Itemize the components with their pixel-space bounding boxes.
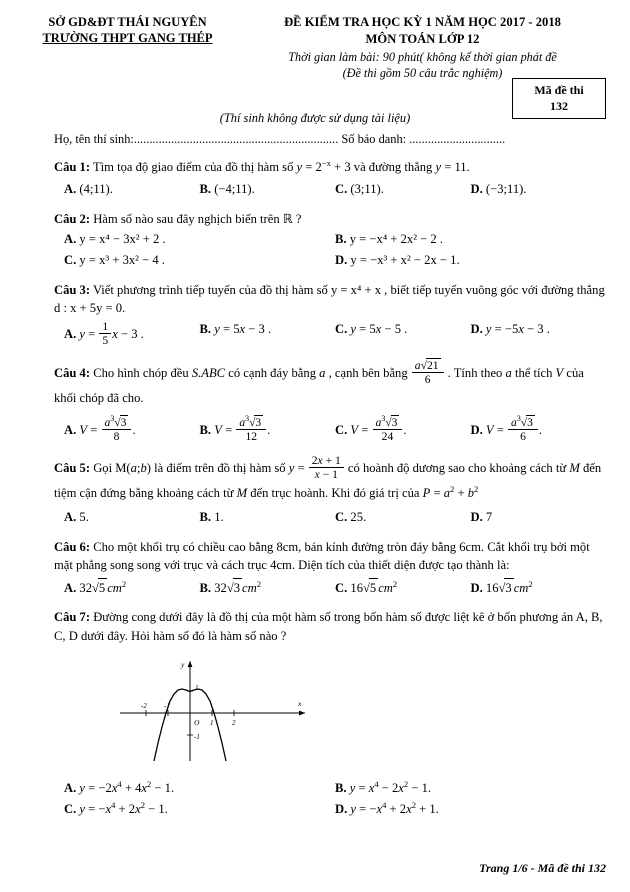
question-7 — [54, 608, 606, 645]
question-7-options — [54, 779, 606, 819]
svg-text:x: x — [298, 698, 302, 708]
question-5-label: Câu 5: — [54, 460, 91, 475]
option-c-label: C. — [335, 510, 348, 525]
option-c-label: C. — [335, 580, 348, 595]
department-name: SỞ GD&ĐT THÁI NGUYÊN — [48, 15, 207, 29]
question-3 — [54, 281, 606, 318]
option-a[interactable]: A. $y = -2x^4 + 4x^2 - 1$. — [64, 778, 175, 795]
question-1-text-post: . — [466, 160, 470, 175]
option-b-label: B. — [335, 780, 347, 795]
option-c-text: (3;11). — [350, 181, 384, 196]
option-d-label: D. — [470, 580, 483, 595]
question-1: Câu 1: Tìm tọa độ giao điểm của đồ thị hàm số $y = 2^{-x} + 3$ và đường thẳng y = 11. — [54, 158, 470, 175]
option-d-label: D. — [470, 322, 483, 337]
question-6-text: Cho một khối trụ có chiều cao bằng 8cm, bán kính đường tròn đáy bằng 6cm. Cắt khối trụ bởi một mặt phẳng song song với trục và cách trục 4cm. Diện tích của thiết diện được tạo thành là: — [54, 540, 590, 573]
option-d-label: D. — [470, 422, 483, 437]
option-c[interactable] — [335, 508, 471, 527]
quartic-curve-graph — [110, 651, 340, 769]
svg-text:-2: -2 — [141, 701, 147, 710]
question-4-options — [54, 415, 606, 443]
question-2-options — [54, 230, 606, 270]
option-b-label: B. — [199, 181, 212, 196]
question-1-options — [54, 180, 606, 199]
option-d[interactable] — [335, 251, 606, 270]
svg-text:O: O — [194, 717, 200, 727]
option-a[interactable]: A. y = $\frac{1}{5}$ x − 3 . — [64, 320, 144, 348]
option-c-label: C. — [335, 181, 348, 196]
option-a-text: y = x⁴ − 3x² + 2 . — [79, 231, 166, 246]
option-b-text: y = −x⁴ + 2x² − 2 . — [349, 231, 443, 246]
option-a-label: A. — [64, 231, 77, 246]
question-4-label: Câu 4: — [54, 366, 91, 381]
option-b-label: B. — [199, 322, 212, 337]
exam-duration: Thời gian làm bài: 90 phút( không kể thời gian phát đề — [288, 50, 557, 65]
option-d[interactable]: D. $y = -x^4 + 2x^2 + 1$. — [335, 799, 439, 816]
exam-title: ĐỀ KIỂM TRA HỌC KỲ 1 NĂM HỌC 2017 - 2018 — [284, 15, 561, 29]
exam-code-value: 132 — [550, 99, 568, 114]
option-c-label: C. — [335, 422, 348, 437]
option-d-label: D. — [335, 801, 348, 816]
svg-text:-1: -1 — [164, 701, 170, 710]
option-a[interactable]: A. 32√5 $cm^2$ — [64, 578, 200, 598]
option-a-label: A. — [64, 422, 77, 437]
question-6-options — [54, 578, 606, 598]
question-6 — [54, 538, 606, 575]
option-d-label: D. — [470, 181, 483, 196]
option-a[interactable] — [64, 180, 200, 199]
option-d[interactable]: D. 16√3 $cm^2$ — [471, 578, 607, 598]
option-a-text: 5. — [79, 510, 89, 525]
question-1-label: Câu 1: — [54, 160, 91, 175]
question-7-graph — [110, 651, 606, 773]
option-a[interactable] — [64, 230, 335, 249]
option-b[interactable]: B. 32√3 $cm^2$ — [200, 578, 336, 598]
option-d-text: 7 — [485, 510, 493, 525]
option-a-label: A. — [64, 510, 77, 525]
option-c[interactable]: C. V = $\frac{a^3√3}{24}$ . — [335, 413, 407, 443]
option-b-label: B. — [335, 231, 347, 246]
option-b-label: B. — [199, 510, 212, 525]
question-2 — [54, 210, 606, 228]
exam-question-count: (Đề thi gồm 50 câu trắc nghiệm) — [342, 66, 503, 81]
option-d[interactable]: D. y = −5x − 3 . — [470, 322, 550, 337]
svg-text:1: 1 — [195, 683, 199, 692]
option-c-label: C. — [64, 801, 77, 816]
svg-text:2: 2 — [232, 718, 236, 727]
option-c-label: C. — [335, 322, 348, 337]
option-a-label: A. — [64, 780, 77, 795]
question-6-label: Câu 6: — [54, 540, 91, 554]
option-b-text: (−4;11). — [214, 181, 255, 196]
school-name: TRƯỜNG THPT GANG THÉP — [42, 31, 213, 46]
option-b[interactable]: B. y = 5x − 3 . — [199, 322, 272, 337]
question-2-label: Câu 2: — [54, 211, 91, 226]
school-block — [20, 14, 235, 81]
svg-text:y: y — [181, 659, 185, 669]
page-footer: Trang 1/6 - Mã đề thi 132 — [479, 861, 606, 875]
question-4: Câu 4: Cho hình chóp đều S.ABC có cạnh đáy bằng a , cạnh bên bằng $\frac{a√21}{6}$ . Tính theo a thể tích V của khối chóp đã cho. — [54, 359, 584, 406]
question-3-options — [54, 320, 606, 347]
option-b[interactable] — [200, 508, 336, 527]
option-c-text: y = x³ + 3x² − 4 . — [79, 252, 165, 267]
question-5: Câu 5: Gọi M(a;b) là điểm trên đồ thị hàm số y = $\frac{2x + 1}{x - 1}$ có hoành độ dương sao cho khoảng cách từ M đến tiệm cận đứng bằng khoảng cách từ M đến trục hoành. Khi đó giá trị của $P = a^2 + b^2$ — [54, 453, 602, 500]
svg-text:1: 1 — [210, 718, 214, 727]
option-d-label: D. — [470, 510, 483, 525]
no-documents-notice: (Thí sinh không được sử dụng tài liệu) — [219, 111, 411, 126]
question-1-text-pre: Tìm tọa độ giao điểm của đồ thị hàm số — [92, 160, 297, 175]
option-c[interactable] — [64, 251, 335, 270]
option-a-label: A. — [64, 181, 77, 196]
option-a-label: A. — [64, 327, 77, 342]
option-b-text: 1. — [214, 510, 224, 525]
question-7-label: Câu 7: — [54, 610, 91, 625]
option-c[interactable]: C. $y = -x^4 + 2x^2 - 1$. — [64, 799, 168, 816]
option-b[interactable]: B. V = $\frac{a^3√3}{12}$ . — [199, 413, 271, 443]
page-header — [0, 0, 630, 81]
exam-code-label: Mã đề thi — [534, 83, 584, 97]
option-d[interactable] — [471, 180, 607, 199]
option-a[interactable]: A. V = $\frac{a^3√3}{8}$ . — [64, 413, 136, 443]
option-a[interactable] — [64, 508, 200, 527]
option-a-label: A. — [64, 580, 77, 595]
option-d-text: (−3;11). — [485, 181, 527, 196]
exam-subject: MÔN TOÁN LỚP 12 — [365, 31, 480, 46]
question-3-label: Câu 3: — [54, 282, 91, 297]
option-b[interactable] — [200, 180, 336, 199]
option-d-label: D. — [335, 252, 348, 267]
questions-content — [0, 158, 630, 818]
svg-text:-1: -1 — [194, 732, 200, 741]
option-b-label: B. — [199, 580, 212, 595]
option-b[interactable]: B. $y = x^4 - 2x^2 - 1$. — [335, 778, 432, 795]
option-a-text: (4;11). — [79, 181, 113, 196]
option-c-label: C. — [64, 252, 77, 267]
exam-title-block — [235, 14, 610, 81]
option-d[interactable]: D. V = $\frac{a^3√3}{6}$ . — [470, 413, 543, 443]
question-7-text: Đường cong dưới đây là đồ thị của một hàm số trong bốn hàm số được liệt kê ở bốn phương án A, B, C, D dưới đây. Hỏi hàm số đó là hàm số nào ? — [54, 610, 603, 643]
question-5-options — [54, 508, 606, 527]
option-c[interactable]: C. 16√5 $cm^2$ — [335, 578, 471, 598]
option-b[interactable] — [335, 230, 606, 249]
candidate-name-line: Họ, tên thí sinh:.................................................................. Số báo danh: ............................... — [54, 132, 506, 147]
option-b-label: B. — [199, 422, 212, 437]
exam-code-box — [512, 78, 606, 119]
option-c-text: 25. — [350, 510, 367, 525]
question-2-text: Hàm số nào sau đây nghịch biến trên ℝ ? — [93, 211, 302, 226]
option-d[interactable] — [471, 508, 607, 527]
option-c[interactable] — [335, 180, 471, 199]
option-c[interactable]: C. y = 5x − 5 . — [335, 322, 408, 337]
question-1-text-mid: và đường thẳng — [350, 160, 436, 175]
option-d-text: y = −x³ + x² − 2x − 1. — [350, 252, 460, 267]
question-3-text: Viết phương trình tiếp tuyến của đồ thị hàm số y = x⁴ + x , biết tiếp tuyến vuông góc với đường thẳng d : x + 5y = 0. — [54, 282, 605, 315]
